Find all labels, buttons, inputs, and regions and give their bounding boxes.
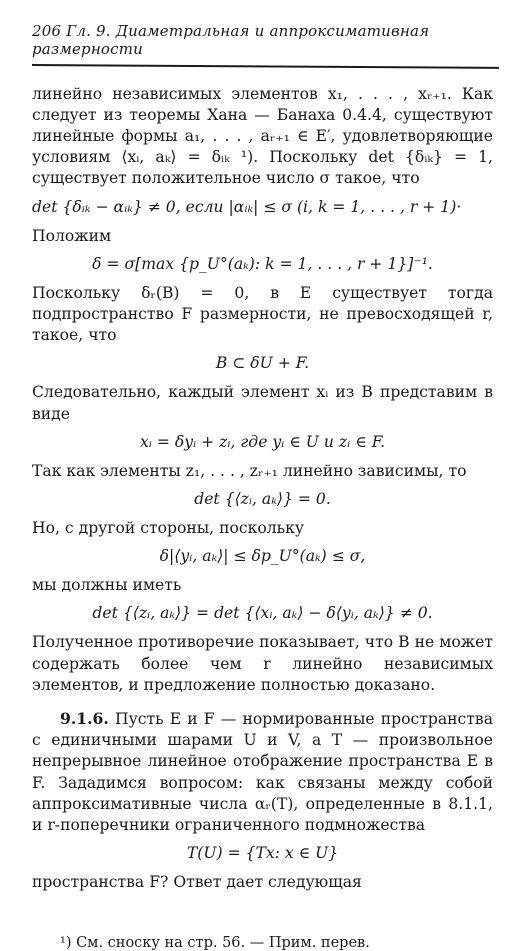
paragraph-9 (32, 708, 493, 836)
formula-5: det {⟨zᵢ, aₖ⟩} = 0. (194, 490, 331, 509)
formula-1: det {δᵢₖ − αᵢₖ} ≠ 0, если |αᵢₖ| ≤ σ (i, k = 1, . . . , r + 1)· (32, 197, 462, 216)
paragraph-4: Следовательно, каждый элемент xᵢ из B представим в виде (32, 383, 493, 423)
section-number: 9.1.6. (60, 709, 109, 729)
paragraph-2: Положим (32, 226, 112, 245)
footnote: ¹) См. сноску на стр. 56. — Прим. перев. (60, 935, 370, 951)
page-number: 206 (32, 22, 62, 40)
formula-4: xᵢ = δyᵢ + zᵢ, где yᵢ ∈ U и zᵢ ∈ F. (139, 432, 386, 451)
paragraph-8: Полученное противоречие показывает, что B не может содержать более чем r линейно независимых элементов, и предложение полностью доказано. (32, 633, 493, 694)
section-gap (32, 696, 493, 708)
paragraph-3: Поскольку δᵣ(B) = 0, в E существует тогда подпространство F размерности, не превосходящей r, такое, что (32, 283, 493, 345)
paragraph-9-text: Пусть E и F — нормированные пространства с единичными шарами U и V, а T — произвольное непрерывное линейное отображение пространства E в F. Зададимся вопросом: как связаны между собой аппроксимативные числа αᵣ(T), определенные в 8.1.1, и r-поперечники ограниченного подмножества (32, 710, 493, 835)
formula-2: δ = σ[max {p_U°(aₖ): k = 1, . . . , r + 1}]⁻¹. (92, 254, 433, 273)
paragraph-6: Но, с другой стороны, поскольку (32, 519, 305, 538)
formula-8: T(U) = {Tx: x ∈ U} (186, 844, 339, 863)
header-rule (32, 64, 499, 68)
running-header (32, 22, 493, 64)
paragraph-5: Так как элементы z₁, . . . , zᵣ₊₁ линейно зависимы, то (32, 461, 467, 480)
formula-7: det {⟨zᵢ, aₖ⟩} = det {⟨xᵢ, aₖ⟩ − δ⟨yᵢ, aₖ⟩} ≠ 0. (92, 604, 433, 623)
paragraph-1: линейно независимых элементов x₁, . . . , xᵣ₊₁. Как следует из теоремы Хана — Банаха 0.4.4, существуют линейные формы a₁, . . . , aᵣ₊₁ ∈ E′, удовлетворяющие условиям ⟨xᵢ, aₖ⟩ = δᵢₖ ¹). Поскольку det {δᵢₖ} = 1, существует положительное число σ такое, что (32, 84, 493, 188)
paragraph-7: мы должны иметь (32, 576, 182, 595)
paragraph-10: пространства F? Ответ дает следующая (32, 873, 362, 892)
formula-6: δ|⟨yᵢ, aₖ⟩| ≤ δp_U°(aₖ) ≤ σ, (159, 547, 366, 566)
formula-3: B ⊂ δU + F. (215, 354, 310, 373)
running-title: Гл. 9. Диаметральная и аппроксимативная размерности (32, 22, 430, 58)
